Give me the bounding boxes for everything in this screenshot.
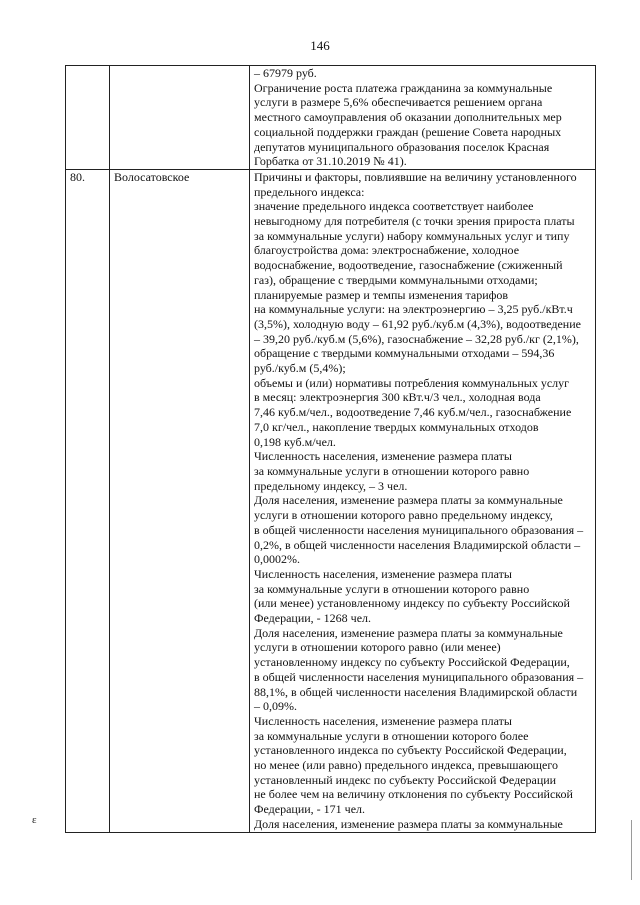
text-line: услуги в размере 5,6% обеспечивается решением органа — [254, 95, 543, 110]
text-line: за коммунальные услуги в отношении которого равно — [254, 581, 530, 596]
text-line: Численность населения, изменение размера платы — [254, 566, 512, 581]
description-cell — [250, 66, 596, 170]
text-line: на коммунальные услуги: на электроэнергию – 3,25 руб./кВт.ч — [254, 302, 573, 317]
text-line: местного самоуправления об оказании дополнительных мер — [254, 110, 562, 125]
text-line: предельного индекса: — [254, 184, 365, 199]
text-line: газ), обращение с твердыми коммунальными отходами; — [254, 272, 538, 287]
text-line: руб./куб.м (5,4%); — [254, 361, 346, 376]
text-line: установленному индексу по субъекту Российской Федерации, — [254, 655, 570, 670]
text-line: – 67979 руб. — [254, 66, 317, 80]
text-line: Доля населения, изменение размера платы за коммунальные — [254, 493, 563, 508]
row-number-cell — [66, 66, 110, 170]
municipality-name-cell: Волосатовское — [110, 169, 250, 832]
text-line: за коммунальные услуги в отношении которого более — [254, 728, 529, 743]
text-line: (или менее) установленному индексу по субъекту Российской — [254, 596, 570, 611]
text-line: но менее (или равно) предельного индекса, превышающего — [254, 758, 558, 773]
scan-edge-line — [631, 820, 632, 880]
text-line: Ограничение роста платежа гражданина за коммунальные — [254, 80, 553, 95]
text-line: не более чем на величину отклонения по субъекту Российской — [254, 787, 573, 802]
text-line: Численность населения, изменение размера платы — [254, 449, 512, 464]
text-line: благоустройства дома: электроснабжение, холодное — [254, 243, 520, 258]
stray-mark: ε — [32, 814, 37, 826]
text-line: 0,198 куб.м/чел. — [254, 434, 336, 449]
text-line: невыгодному для потребителя (с точки зрения прироста платы — [254, 214, 575, 229]
text-line: Горбатка от 31.10.2019 № 41). — [254, 154, 407, 169]
text-line: 7,46 куб.м/чел., водоотведение 7,46 куб.м/чел., газоснабжение — [254, 405, 572, 420]
text-line: установленный индекс по субъекту Российской Федерации — [254, 772, 557, 787]
text-line: – 39,20 руб./куб.м (5,6%), газоснабжение – 32,28 руб./кг (2,1%), — [254, 331, 579, 346]
text-line: установленного индекса по субъекту Российской Федерации, — [254, 743, 567, 758]
text-line: Федерации, - 171 чел. — [254, 802, 366, 817]
text-line: Причины и факторы, повлиявшие на величину установленного — [254, 169, 577, 184]
text-line: Численность населения, изменение размера платы — [254, 713, 512, 728]
table-row-continuation — [66, 66, 596, 170]
text-line: депутатов муниципального образования поселок Красная — [254, 139, 550, 154]
text-line: (3,5%), холодную воду – 61,92 руб./куб.м (4,3%), водоотведение — [254, 316, 581, 331]
page-number: 146 — [310, 38, 330, 53]
text-line: обращение с твердыми коммунальными отходами – 594,36 — [254, 346, 555, 361]
text-line: значение предельного индекса соответствует наиболее — [254, 199, 534, 214]
text-line: за коммунальные услуги) набору коммунальных услуг и типу — [254, 228, 570, 243]
description-cell — [250, 169, 596, 832]
text-line: в месяц: электроэнергия 300 кВт.ч/3 чел., холодная вода — [254, 390, 541, 405]
text-line: за коммунальные услуги в отношении которого равно — [254, 463, 530, 478]
text-line: услуги в отношении которого равно (или менее) — [254, 640, 501, 655]
text-line: объемы и (или) нормативы потребления коммунальных услуг — [254, 375, 570, 390]
text-line: услуги в отношении которого равно предельному индексу, — [254, 508, 553, 523]
text-line: предельному индексу, – 3 чел. — [254, 478, 408, 493]
text-line: в общей численности населения муниципального образования – — [254, 522, 584, 537]
table-row-80 — [66, 169, 596, 832]
text-line: 0,2%, в общей численности населения Владимирской области – — [254, 537, 581, 552]
text-line: – 0,09%. — [254, 699, 297, 714]
text-line: 7,0 кг/чел., накопление твердых коммунальных отходов — [254, 419, 539, 434]
row-number-cell: 80. — [66, 169, 110, 832]
text-line: Федерации, - 1268 чел. — [254, 611, 372, 626]
text-line: в общей численности населения муниципального образования – — [254, 669, 584, 684]
text-line: 0,0002%. — [254, 552, 300, 567]
text-line: водоснабжение, водоотведение, газоснабжение (сжиженный — [254, 258, 563, 273]
indices-table — [65, 65, 596, 833]
text-line: социальной поддержки граждан (решение Совета народных — [254, 124, 562, 139]
text-line: 88,1%, в общей численности населения Владимирской области — [254, 684, 578, 699]
text-line: Доля населения, изменение размера платы за коммунальные — [254, 625, 563, 640]
text-line: планируемые размер и темпы изменения тарифов — [254, 287, 509, 302]
municipality-name-cell — [110, 66, 250, 170]
text-line: Доля населения, изменение размера платы за коммунальные — [254, 816, 563, 831]
